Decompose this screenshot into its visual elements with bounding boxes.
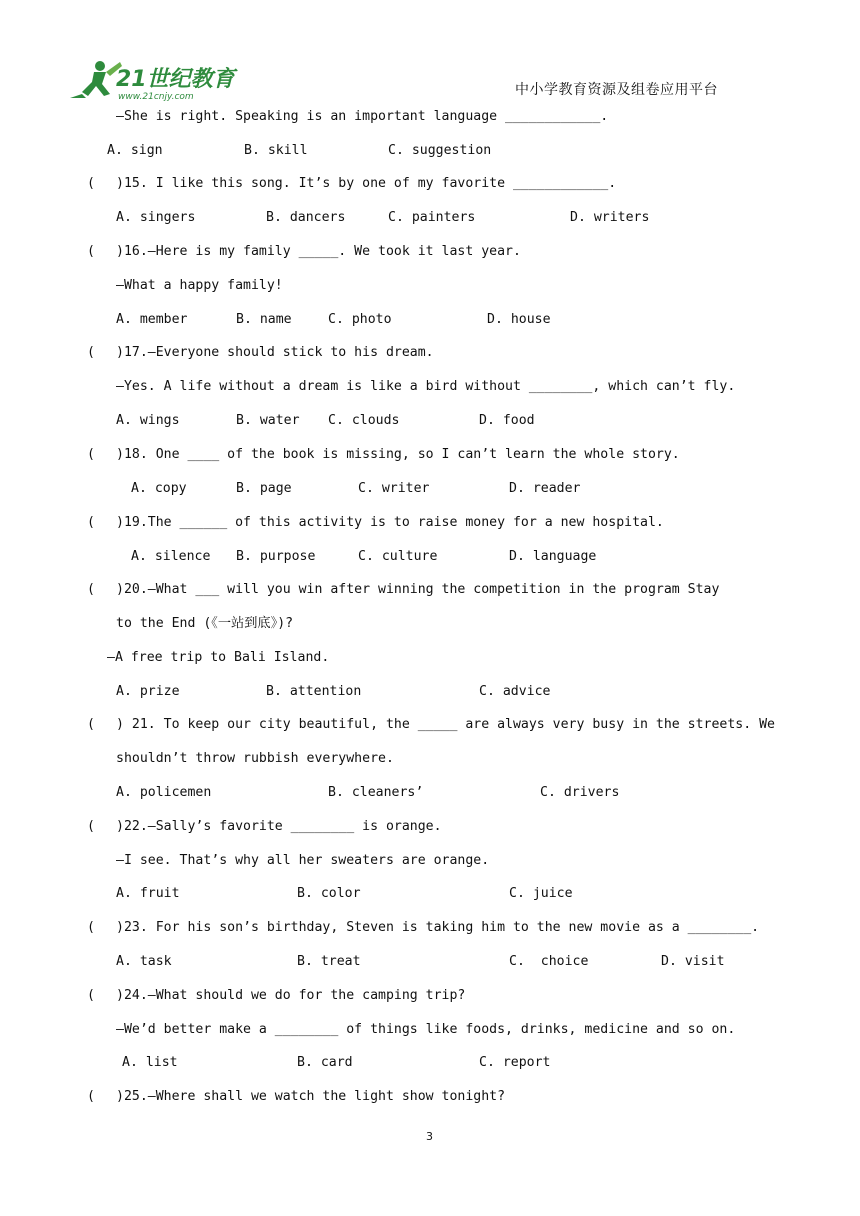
option: B. attention: [266, 684, 362, 699]
option: C. report: [479, 1055, 551, 1070]
option: B. color: [297, 886, 361, 901]
question-24: )24.—What should we do for the camping trip?: [116, 988, 466, 1003]
answer-paren: (: [87, 447, 95, 462]
option: D. writers: [570, 210, 650, 225]
option: B. page: [236, 481, 292, 496]
question-19: )19.The ______ of this activity is to raise money for a new hospital.: [116, 515, 664, 530]
answer-paren: (: [87, 819, 95, 834]
option: C. writer: [358, 481, 430, 496]
question-15: )15. I like this song. It’s by one of my favorite ____________.: [116, 176, 617, 191]
question-20: )20.—What ___ will you win after winning the competition in the program Stay: [116, 582, 720, 597]
option: A. singers: [116, 210, 196, 225]
option: D. house: [487, 312, 551, 327]
option: A. member: [116, 312, 188, 327]
option: A. task: [116, 954, 172, 969]
question-22-response: —I see. That’s why all her sweaters are orange.: [116, 853, 490, 868]
option: A. policemen: [116, 785, 212, 800]
option: C. painters: [388, 210, 476, 225]
option: B. treat: [297, 954, 361, 969]
option: D. language: [509, 549, 597, 564]
platform-title: 中小学教育资源及组卷应用平台: [515, 82, 718, 98]
option: C. juice: [509, 886, 573, 901]
answer-paren: (: [87, 244, 95, 259]
page-number: 3: [426, 1130, 433, 1143]
option: C. advice: [479, 684, 551, 699]
option: C. choice: [509, 954, 589, 969]
option: B. skill: [244, 143, 308, 158]
logo-wordmark: 21世纪教育: [116, 67, 235, 92]
question-16: )16.—Here is my family _____. We took it last year.: [116, 244, 521, 259]
answer-paren: (: [87, 1089, 95, 1104]
answer-paren: (: [87, 345, 95, 360]
question-17-response: —Yes. A life without a dream is like a bird without ________, which can’t fly.: [116, 379, 736, 394]
question-20-continued: to the End (《一站到底》)?: [116, 616, 294, 631]
question-20-response: —A free trip to Bali Island.: [107, 650, 330, 665]
question-25: )25.—Where shall we watch the light show tonight?: [116, 1089, 506, 1104]
answer-paren: (: [87, 582, 95, 597]
question-14-response: —She is right. Speaking is an important language ____________.: [116, 109, 609, 124]
option: A. sign: [107, 143, 163, 158]
option: B. dancers: [266, 210, 346, 225]
option: B. purpose: [236, 549, 316, 564]
option: C. drivers: [540, 785, 620, 800]
option: C. photo: [328, 312, 392, 327]
question-22: )22.—Sally’s favorite ________ is orange.: [116, 819, 442, 834]
logo: [68, 58, 238, 102]
question-24-response: —We’d better make a ________ of things like foods, drinks, medicine and so on.: [116, 1022, 736, 1037]
question-23: )23. For his son’s birthday, Steven is taking him to the new movie as a ________.: [116, 920, 760, 935]
option: A. fruit: [116, 886, 180, 901]
answer-paren: (: [87, 176, 95, 191]
option: A. copy: [131, 481, 187, 496]
option: B. water: [236, 413, 300, 428]
question-21-continued: shouldn’t throw rubbish everywhere.: [116, 751, 394, 766]
answer-paren: (: [87, 920, 95, 935]
option: A. silence: [131, 549, 211, 564]
question-21: ) 21. To keep our city beautiful, the _____ are always very busy in the streets. We: [116, 717, 775, 732]
option: C. culture: [358, 549, 438, 564]
question-18: )18. One ____ of the book is missing, so I can’t learn the whole story.: [116, 447, 680, 462]
option: B. card: [297, 1055, 353, 1070]
option: B. cleaners’: [328, 785, 424, 800]
option: D. food: [479, 413, 535, 428]
logo-url: www.21cnjy.com: [118, 92, 194, 102]
option: C. clouds: [328, 413, 400, 428]
option: C. suggestion: [388, 143, 492, 158]
answer-paren: (: [87, 988, 95, 1003]
option: D. visit: [661, 954, 725, 969]
question-17: )17.—Everyone should stick to his dream.: [116, 345, 434, 360]
option: D. reader: [509, 481, 581, 496]
option: A. list: [122, 1055, 178, 1070]
question-16-response: —What a happy family!: [116, 278, 283, 293]
answer-paren: (: [87, 515, 95, 530]
option: B. name: [236, 312, 292, 327]
answer-paren: (: [87, 717, 95, 732]
option: A. prize: [116, 684, 180, 699]
option: A. wings: [116, 413, 180, 428]
runner-logo-icon: [70, 61, 122, 98]
